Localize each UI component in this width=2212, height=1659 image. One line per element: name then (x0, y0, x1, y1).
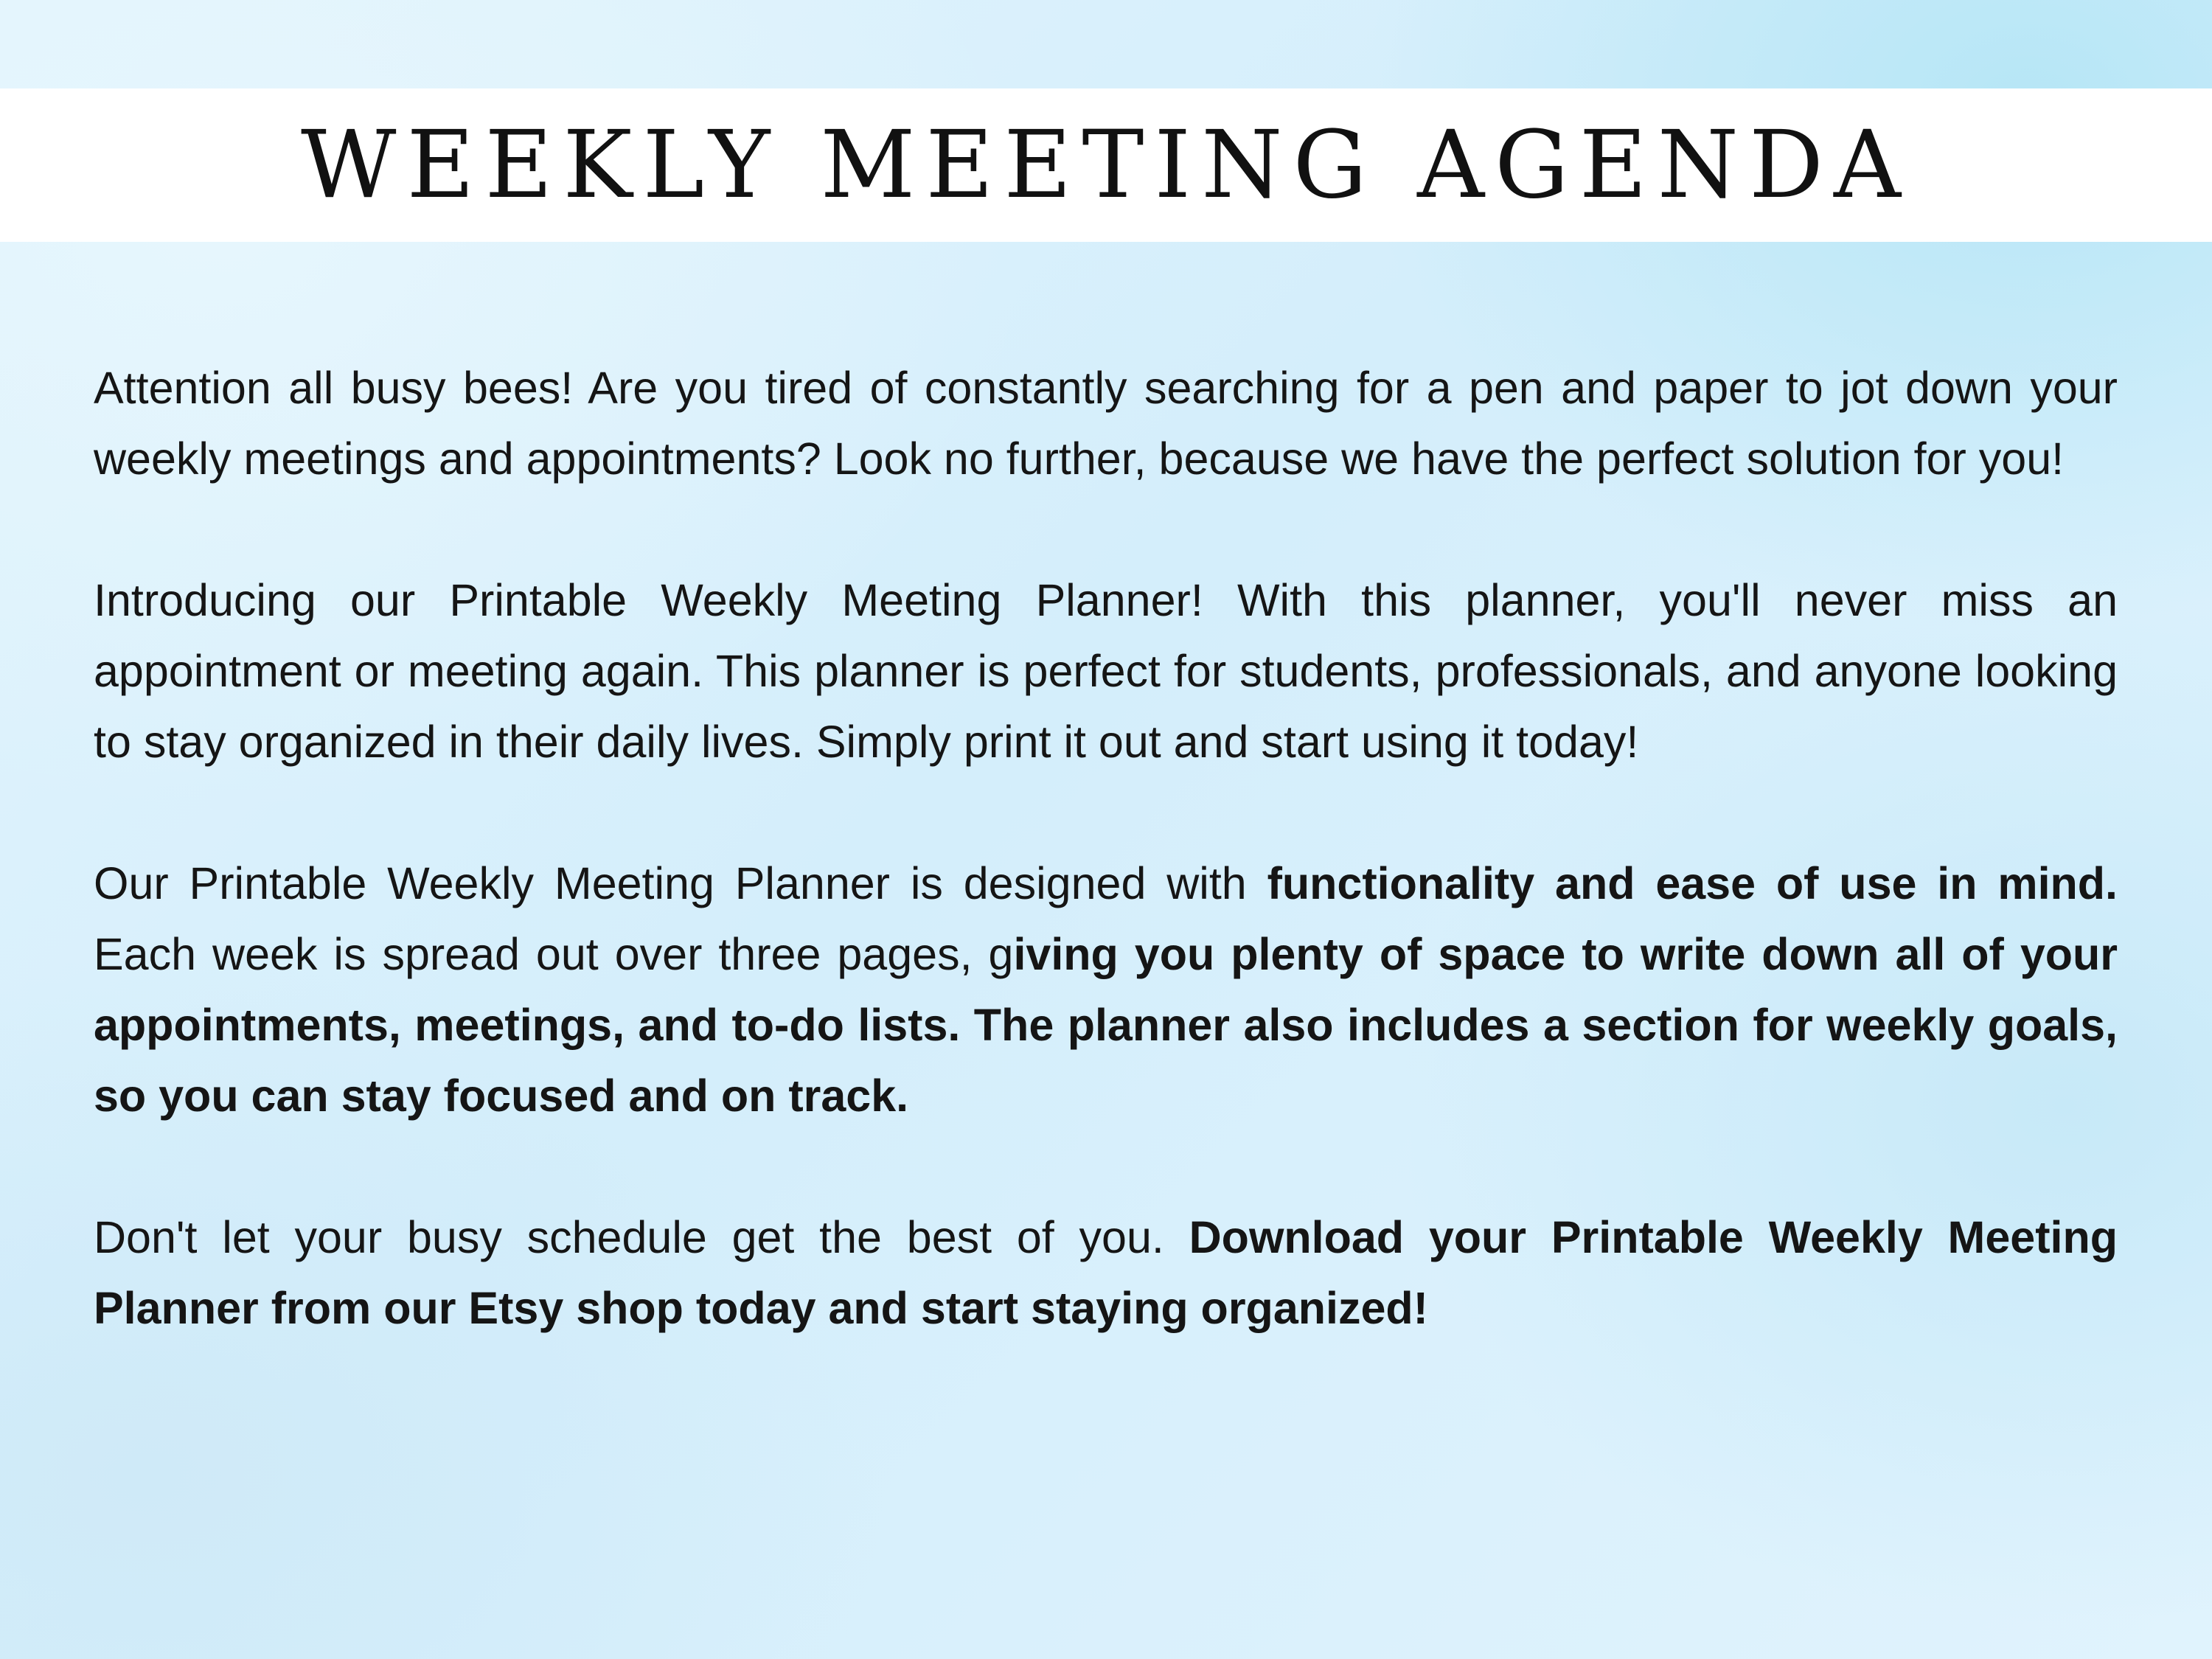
page-title: WEEKLY MEETING AGENDA (300, 111, 1912, 219)
design-text-2: Each week is spread out over three pages, g (94, 929, 1014, 979)
cta-text-1: Don't let your busy schedule get the best of you. (94, 1212, 1189, 1262)
design-text-1: Our Printable Weekly Meeting Planner is designed with (94, 858, 1267, 908)
title-banner (0, 88, 2212, 242)
description-body (94, 352, 2118, 1343)
intro-text: Attention all busy bees! Are you tired of constantly searching for a pen and paper to jot down your weekly meetings and appointments? Look no further, because we have the perfect solution for you! (94, 363, 2118, 484)
intro-paragraph (94, 352, 2118, 494)
design-bold-2: iving you plenty of space to write down all of your appointments, meetings, and to-do lists. The planner also includes a section for weekly goals, so you can stay focused and on track. (94, 929, 2118, 1121)
cta-bold-1: Download your Printable Weekly Meeting Planner from our Etsy shop today and start staying organized! (94, 1212, 2118, 1333)
call-to-action-paragraph (94, 1202, 2118, 1343)
design-bold-1: functionality and ease of use in mind. (1267, 858, 2118, 908)
introducing-text: Introducing our Printable Weekly Meeting Planner! With this planner, you'll never miss an appointment or meeting again. This planner is perfect for students, professionals, and anyone looking to stay organized in their daily lives. Simply print it out and start using it today! (94, 575, 2118, 767)
introducing-paragraph (94, 565, 2118, 777)
design-paragraph (94, 848, 2118, 1131)
